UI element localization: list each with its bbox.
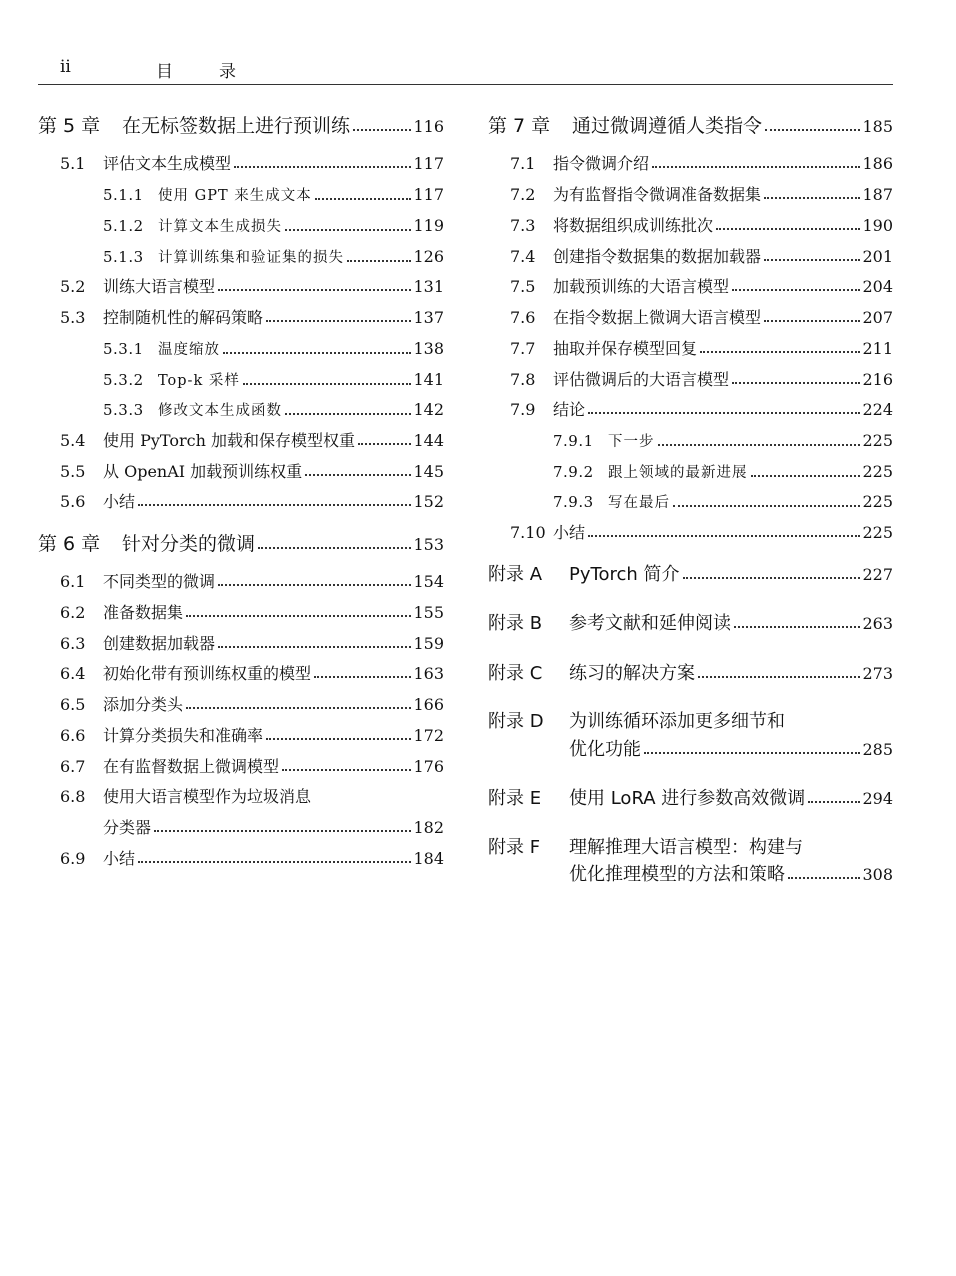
page-ref: 294 xyxy=(862,789,893,808)
toc-subsection[interactable] xyxy=(38,399,444,422)
dot-leader xyxy=(282,769,411,771)
section-title: 控制随机性的解码策略 xyxy=(103,308,264,327)
section-title: 小结 xyxy=(553,523,586,542)
page-number: ii xyxy=(60,57,71,77)
section-title: 为有监督指令微调准备数据集 xyxy=(553,185,762,204)
toc-chapter[interactable] xyxy=(488,115,893,138)
dot-leader xyxy=(764,320,860,322)
page-ref: 119 xyxy=(413,216,444,235)
toc-section[interactable] xyxy=(38,571,444,593)
dot-leader xyxy=(305,474,411,476)
dot-leader xyxy=(765,129,860,131)
section-title: 从 OpenAI 加载预训练权重 xyxy=(103,462,303,481)
dot-leader xyxy=(788,877,860,879)
toc-appendix[interactable] xyxy=(488,613,893,635)
section-title: 加载预训练的大语言模型 xyxy=(553,277,730,296)
section-title: 初始化带有预训练权重的模型 xyxy=(103,664,312,683)
page-ref: 126 xyxy=(413,247,444,266)
page-ref: 201 xyxy=(862,247,893,266)
toc-section[interactable] xyxy=(488,276,893,298)
toc-section[interactable] xyxy=(488,399,893,421)
page-ref: 163 xyxy=(413,664,444,683)
section-title: 计算分类损失和准确率 xyxy=(103,726,264,745)
page-ref: 144 xyxy=(413,431,444,450)
appendix-label: 附录 F xyxy=(488,837,541,858)
appendix-label: 附录 E xyxy=(488,788,542,809)
section-number: 5.3 xyxy=(60,308,86,327)
section-number: 6.6 xyxy=(60,726,86,745)
page-ref: 227 xyxy=(862,565,893,584)
page-ref: 154 xyxy=(413,572,444,591)
section-number: 6.5 xyxy=(60,695,86,714)
dot-leader xyxy=(223,352,411,354)
page-ref: 141 xyxy=(413,370,444,389)
subsection-number: 7.9.1 xyxy=(553,432,594,450)
dot-leader xyxy=(314,676,411,678)
page-ref: 224 xyxy=(862,400,893,419)
section-title: 创建数据加载器 xyxy=(103,634,216,653)
toc-appendix[interactable] xyxy=(488,663,893,685)
dot-leader xyxy=(751,475,861,477)
chapter-label: 第 5 章 xyxy=(38,115,101,137)
page-ref: 308 xyxy=(862,865,893,884)
chapter-title: 通过微调遵循人类指令 xyxy=(572,115,763,137)
appendix-title-line1: 理解推理大语言模型：构建与 xyxy=(569,837,803,858)
section-number: 5.1 xyxy=(60,154,86,173)
dot-leader xyxy=(764,259,860,261)
page-ref: 176 xyxy=(413,757,444,776)
page-ref: 216 xyxy=(862,370,893,389)
appendix-label: 附录 C xyxy=(488,663,543,684)
appendix-label: 附录 D xyxy=(488,711,544,732)
appendix-label: 附录 B xyxy=(488,613,543,634)
toc-subsection[interactable] xyxy=(38,369,444,392)
subsection-title: Top-k 采样 xyxy=(158,373,240,389)
subsection-title: 写在最后 xyxy=(608,495,670,511)
toc-section[interactable] xyxy=(38,307,444,329)
dot-leader xyxy=(218,289,411,291)
section-title: 添加分类头 xyxy=(103,695,184,714)
section-number: 6.4 xyxy=(60,664,86,683)
appendix-title-line2: 优化推理模型的方法和策略 xyxy=(569,864,785,885)
page-ref: 263 xyxy=(862,614,893,633)
toc-subsection[interactable] xyxy=(38,246,444,269)
dot-leader xyxy=(218,646,411,648)
subsection-number: 5.3.2 xyxy=(103,371,144,389)
running-title: 目录 xyxy=(156,62,282,82)
section-number: 7.8 xyxy=(510,370,536,389)
dot-leader xyxy=(673,505,860,507)
section-number: 6.3 xyxy=(60,634,86,653)
page-ref: 116 xyxy=(413,117,444,136)
page-ref: 190 xyxy=(862,216,893,235)
page-ref: 145 xyxy=(413,462,444,481)
dot-leader xyxy=(218,584,411,586)
dot-leader xyxy=(285,413,411,415)
dot-leader xyxy=(658,444,861,446)
section-number: 7.2 xyxy=(510,185,536,204)
toc-section[interactable] xyxy=(38,276,444,298)
section-title: 准备数据集 xyxy=(103,603,184,622)
section-title: 评估微调后的大语言模型 xyxy=(553,370,730,389)
toc-subsection[interactable] xyxy=(38,184,444,207)
page-ref: 185 xyxy=(862,117,893,136)
section-number: 5.2 xyxy=(60,277,86,296)
page-ref: 204 xyxy=(862,277,893,296)
section-title: 指令微调介绍 xyxy=(553,154,650,173)
section-number: 6.1 xyxy=(60,572,86,591)
subsection-number: 5.1.3 xyxy=(103,248,144,266)
page-ref: 273 xyxy=(862,664,893,683)
chapter-title: 针对分类的微调 xyxy=(122,533,256,555)
section-title: 创建指令数据集的数据加载器 xyxy=(553,247,762,266)
toc-section[interactable] xyxy=(38,633,444,655)
section-number: 6.7 xyxy=(60,757,86,776)
toc-section[interactable] xyxy=(38,756,444,778)
dot-leader xyxy=(315,198,412,200)
page-ref: 159 xyxy=(413,634,444,653)
page-ref: 138 xyxy=(413,339,444,358)
toc-section[interactable] xyxy=(38,461,444,483)
toc-section[interactable] xyxy=(38,153,444,175)
chapter-label: 第 7 章 xyxy=(488,115,551,137)
section-number: 5.5 xyxy=(60,462,86,481)
subsection-title: 温度缩放 xyxy=(158,342,220,358)
subsection-number: 7.9.2 xyxy=(553,463,594,481)
toc-appendix[interactable] xyxy=(488,788,893,810)
dot-leader xyxy=(258,547,411,549)
section-number: 5.4 xyxy=(60,431,86,450)
section-number: 7.4 xyxy=(510,247,536,266)
toc-section[interactable] xyxy=(38,694,444,716)
toc-subsection[interactable] xyxy=(488,491,893,514)
toc-chapter[interactable] xyxy=(38,115,444,138)
section-title: 不同类型的微调 xyxy=(103,572,216,591)
section-title: 评估文本生成模型 xyxy=(103,154,232,173)
section-number: 7.6 xyxy=(510,308,536,327)
section-number: 7.1 xyxy=(510,154,536,173)
page-ref: 117 xyxy=(413,185,444,204)
page-ref: 186 xyxy=(862,154,893,173)
appendix-title: PyTorch 简介 xyxy=(569,564,680,585)
toc-subsection[interactable] xyxy=(38,338,444,361)
dot-leader xyxy=(154,830,411,832)
chapter-label: 第 6 章 xyxy=(38,533,101,555)
appendix-title: 使用 LoRA 进行参数高效微调 xyxy=(569,788,806,809)
dot-leader xyxy=(700,351,860,353)
dot-leader xyxy=(266,320,411,322)
dot-leader xyxy=(644,752,860,754)
toc-section[interactable] xyxy=(488,307,893,329)
toc-subsection[interactable] xyxy=(488,430,893,453)
dot-leader xyxy=(764,197,860,199)
page-ref: 117 xyxy=(413,154,444,173)
page-ref: 142 xyxy=(413,400,444,419)
dot-leader xyxy=(716,228,860,230)
page-header xyxy=(38,56,893,85)
toc-subsection[interactable] xyxy=(488,461,893,484)
page-ref: 182 xyxy=(413,818,444,837)
appendix-title-line2: 优化功能 xyxy=(569,739,641,760)
section-title: 在指令数据上微调大语言模型 xyxy=(553,308,762,327)
page-ref: 152 xyxy=(413,492,444,511)
toc-appendix[interactable] xyxy=(488,864,893,886)
subsection-title: 计算文本生成损失 xyxy=(158,219,282,235)
dot-leader xyxy=(138,504,411,506)
page-ref: 184 xyxy=(413,849,444,868)
page-ref: 172 xyxy=(413,726,444,745)
page-ref: 285 xyxy=(862,740,893,759)
appendix-title-line1: 为训练循环添加更多细节和 xyxy=(569,711,785,732)
section-number: 6.8 xyxy=(60,787,86,806)
section-title: 在有监督数据上微调模型 xyxy=(103,757,280,776)
dot-leader xyxy=(285,229,411,231)
dot-leader xyxy=(683,577,861,579)
toc-appendix[interactable] xyxy=(488,564,893,586)
dot-leader xyxy=(186,615,411,617)
page-ref: 166 xyxy=(413,695,444,714)
toc-section[interactable] xyxy=(488,153,893,175)
section-title: 结论 xyxy=(553,400,586,419)
subsection-number: 5.1.2 xyxy=(103,217,144,235)
page-ref: 225 xyxy=(862,431,893,450)
toc-appendix[interactable] xyxy=(488,739,893,761)
chapter-title: 在无标签数据上进行预训练 xyxy=(122,115,351,137)
page-ref: 225 xyxy=(862,523,893,542)
toc-section[interactable] xyxy=(488,522,893,544)
dot-leader xyxy=(358,443,411,445)
toc-section[interactable] xyxy=(38,602,444,624)
toc-chapter[interactable] xyxy=(38,533,444,556)
dot-leader xyxy=(698,676,860,678)
dot-leader xyxy=(186,707,411,709)
subsection-number: 5.1.1 xyxy=(103,186,144,204)
subsection-title: 下一步 xyxy=(608,434,655,450)
section-number: 7.3 xyxy=(510,216,536,235)
toc-section[interactable] xyxy=(488,369,893,391)
dot-leader xyxy=(266,738,411,740)
dot-leader xyxy=(243,383,412,385)
dot-leader xyxy=(652,166,860,168)
dot-leader xyxy=(353,129,411,131)
toc-section[interactable] xyxy=(488,184,893,206)
toc-section[interactable] xyxy=(38,848,444,870)
toc-section[interactable] xyxy=(488,215,893,237)
page-ref: 153 xyxy=(413,535,444,554)
toc-section[interactable] xyxy=(38,430,444,452)
section-number: 5.6 xyxy=(60,492,86,511)
section-title-line1: 使用大语言模型作为垃圾消息 xyxy=(103,787,312,806)
toc-section[interactable] xyxy=(38,725,444,747)
toc-section[interactable] xyxy=(38,663,444,685)
section-number: 6.2 xyxy=(60,603,86,622)
toc-section[interactable] xyxy=(488,338,893,360)
subsection-title: 修改文本生成函数 xyxy=(158,403,282,419)
section-number: 6.9 xyxy=(60,849,86,868)
section-title: 小结 xyxy=(103,849,136,868)
subsection-title: 使用 GPT 来生成文本 xyxy=(158,188,312,204)
page-ref: 187 xyxy=(862,185,893,204)
dot-leader xyxy=(732,289,860,291)
toc-section[interactable] xyxy=(38,817,444,839)
toc-section[interactable] xyxy=(38,491,444,513)
section-title: 使用 PyTorch 加载和保存模型权重 xyxy=(103,431,355,450)
dot-leader xyxy=(588,412,860,414)
dot-leader xyxy=(347,260,411,262)
page-ref: 131 xyxy=(413,277,444,296)
section-number: 7.5 xyxy=(510,277,536,296)
section-number: 7.9 xyxy=(510,400,536,419)
subsection-title: 跟上领域的最新进展 xyxy=(608,465,748,481)
page-ref: 211 xyxy=(862,339,893,358)
dot-leader xyxy=(588,535,860,537)
page-ref: 155 xyxy=(413,603,444,622)
section-number: 7.7 xyxy=(510,339,536,358)
section-title: 小结 xyxy=(103,492,136,511)
dot-leader xyxy=(732,382,860,384)
page-ref: 137 xyxy=(413,308,444,327)
section-title: 抽取并保存模型回复 xyxy=(553,339,698,358)
section-title-line2: 分类器 xyxy=(103,818,152,837)
appendix-title: 参考文献和延伸阅读 xyxy=(569,613,731,634)
subsection-number: 5.3.3 xyxy=(103,401,144,419)
dot-leader xyxy=(138,861,411,863)
section-title: 训练大语言模型 xyxy=(103,277,216,296)
dot-leader xyxy=(808,801,860,803)
page-ref: 207 xyxy=(862,308,893,327)
toc-subsection[interactable] xyxy=(38,215,444,238)
appendix-title: 练习的解决方案 xyxy=(569,663,695,684)
page-ref: 225 xyxy=(862,462,893,481)
toc-section[interactable] xyxy=(488,246,893,268)
section-number: 7.10 xyxy=(510,523,546,542)
subsection-title: 计算训练集和验证集的损失 xyxy=(158,250,344,266)
subsection-number: 5.3.1 xyxy=(103,340,144,358)
section-title: 将数据组织成训练批次 xyxy=(553,216,714,235)
dot-leader xyxy=(234,166,411,168)
page-ref: 225 xyxy=(862,492,893,511)
appendix-label: 附录 A xyxy=(488,564,543,585)
dot-leader xyxy=(734,626,860,628)
subsection-number: 7.9.3 xyxy=(553,493,594,511)
